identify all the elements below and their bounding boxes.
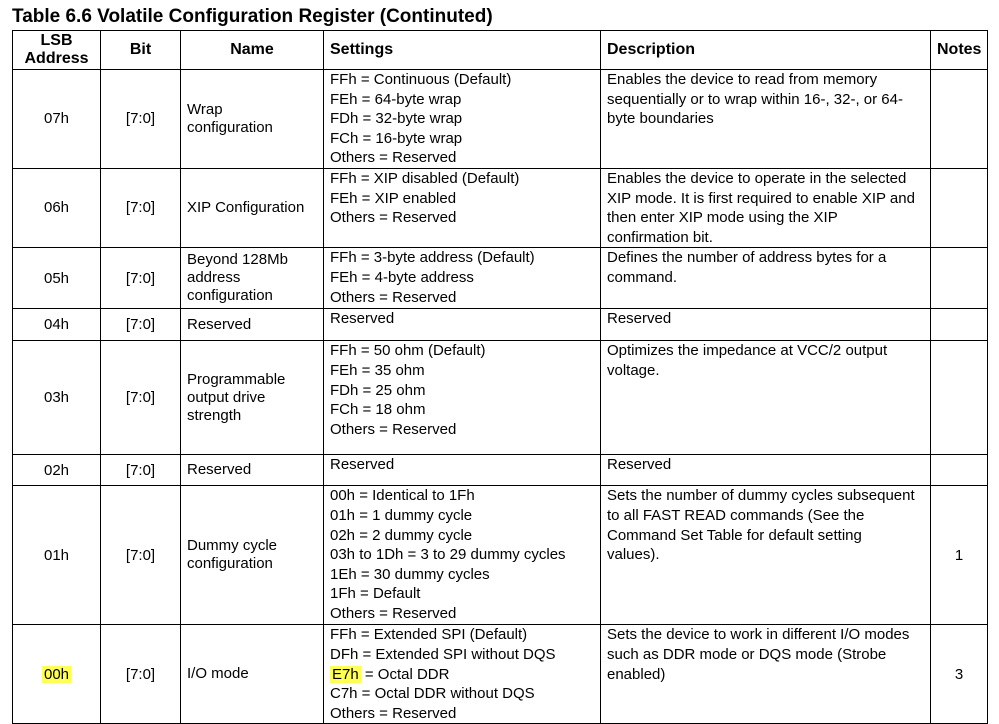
setting-line: Others = Reserved [330,604,457,622]
name-line: configuration [187,287,273,305]
setting-line: C7h = Octal DDR without DQS [330,685,535,703]
cell-bit: [7:0] [101,248,181,309]
description-line: values). [607,546,660,564]
setting-line: FCh = 16-byte wrap [330,129,463,147]
name-line: strength [187,406,242,424]
cell-description [601,625,931,724]
table-row [13,309,988,341]
cell-settings [324,169,601,248]
name-line: configuration [187,555,273,573]
setting-line: FEh = 64-byte wrap [330,90,462,108]
cell-lsb-address [13,309,101,341]
cell-lsb-address [13,455,101,486]
table-row [13,486,988,625]
description-line: then enter XIP mode using the XIP [607,209,838,227]
cell-notes [931,70,988,169]
setting-line: Others = Reserved [330,209,457,227]
cell-name [181,625,324,724]
description-line: Optimizes the impedance at VCC/2 output [607,342,888,360]
address-text: 03h [43,389,70,407]
header-settings: Settings [324,31,601,70]
cell-description [601,455,931,486]
name-line: Wrap [187,101,223,118]
cell-lsb-address [13,486,101,625]
name-line: address [187,269,241,287]
cell-bit: [7:0] [101,455,181,486]
description-line: Sets the number of dummy cycles subsequent [607,487,915,505]
cell-notes [931,341,988,455]
description-line: Reserved [607,456,672,474]
address-text: 07h [43,110,70,128]
description-line: to all FAST READ commands (See the [607,506,865,524]
cell-name [181,486,324,625]
cell-lsb-address [13,248,101,309]
volatile-config-register-table [12,30,988,724]
cell-lsb-address [13,341,101,455]
table-row [13,248,988,309]
cell-description [601,70,931,169]
cell-name [181,341,324,455]
description-line: Enables the device to read from memory [607,71,878,88]
table-title: Table 6.6 Volatile Configuration Register (Continuted) [12,6,493,27]
description-line: enabled) [607,665,666,683]
setting-line: Others = Reserved [330,420,457,438]
cell-bit: [7:0] [101,309,181,341]
description-line: XIP mode. It is first required to enable XIP and [607,189,915,207]
name-line: Reserved [187,461,252,479]
setting-line: DFh = Extended SPI without DQS [330,645,556,663]
setting-line: FDh = 25 ohm [330,381,426,399]
cell-bit: [7:0] [101,341,181,455]
setting-value: = Octal DDR [360,665,450,683]
description-line: byte boundaries [607,110,714,128]
description-line: sequentially or to wrap within 16-, 32-, or 64- [607,90,903,108]
cell-name [181,70,324,169]
name-line: configuration [187,119,273,136]
setting-line: FCh = 18 ohm [330,401,426,419]
header-lsb-address: LSB Address [13,31,101,70]
table-row [13,625,988,724]
name-line: Programmable [187,370,286,388]
cell-settings [324,309,601,341]
setting-line: Reserved [330,310,395,328]
cell-notes: 3 [931,625,988,724]
cell-notes: 1 [931,486,988,625]
cell-lsb-address [13,169,101,248]
description-line: Sets the device to work in different I/O modes [607,626,910,644]
setting-line: 1Eh = 30 dummy cycles [330,565,490,583]
header-name: Name [181,31,324,70]
description-line: Reserved [607,310,672,328]
address-text: 04h [43,316,70,334]
name-line: Reserved [187,315,252,333]
description-line: voltage. [607,361,660,379]
setting-line: FDh = 32-byte wrap [330,110,463,128]
name-line: I/O mode [187,665,249,683]
setting-line: FEh = 35 ohm [330,361,425,379]
cell-settings [324,341,601,455]
cell-name [181,455,324,486]
highlighted-setting-code: E7h [332,665,359,683]
setting-line: Others = Reserved [330,149,457,167]
address-text: 02h [43,461,70,479]
cell-lsb-address [13,625,101,724]
cell-bit: [7:0] [101,486,181,625]
cell-notes [931,248,988,309]
header-row [13,31,988,70]
cell-settings [324,248,601,309]
header-description: Description [601,31,931,70]
setting-line [330,665,594,685]
cell-bit: [7:0] [101,169,181,248]
cell-name [181,169,324,248]
cell-notes [931,309,988,341]
cell-description [601,309,931,341]
description-line: Defines the number of address bytes for a [607,249,887,267]
cell-settings [324,625,601,724]
setting-line: FFh = 3-byte address (Default) [330,249,535,267]
setting-line: Others = Reserved [330,288,457,306]
cell-description [601,169,931,248]
description-line: command. [607,268,678,286]
setting-line: 02h = 2 dummy cycle [330,526,473,544]
setting-line: FFh = Extended SPI (Default) [330,626,528,644]
name-line: Beyond 128Mb [187,251,288,269]
address-text: 05h [43,269,70,287]
setting-line: FFh = XIP disabled (Default) [330,170,520,187]
cell-lsb-address [13,70,101,169]
table-row [13,169,988,248]
description-line: Command Set Table for default setting [607,526,862,544]
address-text: 06h [43,199,70,217]
description-line: Enables the device to operate in the selected [607,170,907,187]
cell-name [181,309,324,341]
setting-line: Others = Reserved [330,704,457,722]
setting-line: 03h to 1Dh = 3 to 29 dummy cycles [330,546,566,564]
setting-line: FEh = XIP enabled [330,189,457,207]
name-line: output drive [187,388,266,406]
address-text: 01h [43,546,70,564]
cell-settings [324,70,601,169]
table-row [13,341,988,455]
table-row [13,455,988,486]
setting-line: 01h = 1 dummy cycle [330,506,473,524]
setting-line: Reserved [330,456,395,474]
cell-description [601,248,931,309]
setting-line: 00h = Identical to 1Fh [330,487,475,505]
cell-bit: [7:0] [101,625,181,724]
cell-settings [324,486,601,625]
cell-bit: [7:0] [101,70,181,169]
name-line: XIP Configuration [187,199,305,217]
cell-notes [931,169,988,248]
cell-description [601,341,931,455]
setting-line: 1Fh = Default [330,585,421,603]
table-row [13,70,988,169]
setting-line: FFh = 50 ohm (Default) [330,342,486,360]
setting-line: FFh = Continuous (Default) [330,71,512,88]
cell-notes [931,455,988,486]
description-line: confirmation bit. [607,228,713,246]
setting-line: FEh = 4-byte address [330,268,474,286]
name-line: Dummy cycle [187,537,278,555]
header-notes: Notes [931,31,988,70]
header-bit: Bit [101,31,181,70]
cell-name [181,248,324,309]
cell-description [601,486,931,625]
highlighted-address: 00h [43,665,70,683]
cell-settings [324,455,601,486]
description-line: such as DDR mode or DQS mode (Strobe [607,645,887,663]
